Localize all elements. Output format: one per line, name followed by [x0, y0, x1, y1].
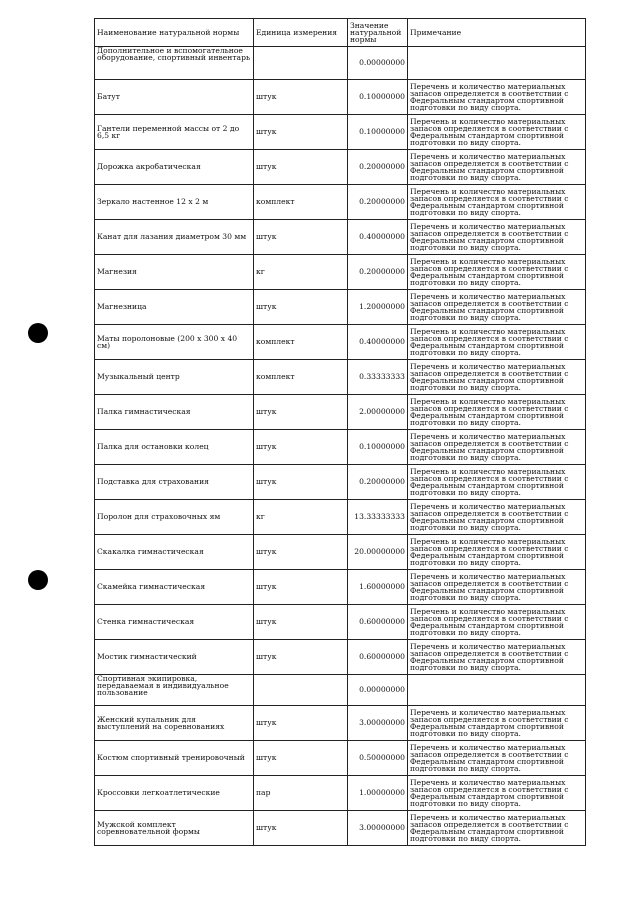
table-row	[95, 500, 586, 535]
table-row	[95, 185, 586, 220]
table-row	[95, 570, 586, 605]
document-page	[94, 18, 585, 846]
table-row	[95, 360, 586, 395]
cell-name: Канат для лазания диаметром 30 мм	[95, 220, 254, 255]
cell-value: 3.00000000	[348, 706, 408, 741]
cell-unit: штук	[254, 395, 348, 430]
table-row	[95, 640, 586, 675]
cell-name: Стенка гимнастическая	[95, 605, 254, 640]
cell-unit: штук	[254, 535, 348, 570]
cell-unit: штук	[254, 706, 348, 741]
cell-unit: пар	[254, 776, 348, 811]
cell-unit: штук	[254, 465, 348, 500]
cell-value: 0.20000000	[348, 150, 408, 185]
cell-note: Перечень и количество материальных запасов определяется в соответствии с Федеральным стандартом спортивной подготовки по виду спорта.	[408, 640, 586, 675]
cell-note: Перечень и количество материальных запасов определяется в соответствии с Федеральным стандартом спортивной подготовки по виду спорта.	[408, 741, 586, 776]
cell-note: Перечень и количество материальных запасов определяется в соответствии с Федеральным стандартом спортивной подготовки по виду спорта.	[408, 325, 586, 360]
cell-value: 0.10000000	[348, 430, 408, 465]
cell-note: Перечень и количество материальных запасов определяется в соответствии с Федеральным стандартом спортивной подготовки по виду спорта.	[408, 465, 586, 500]
cell-name: Палка гимнастическая	[95, 395, 254, 430]
cell-name: Батут	[95, 80, 254, 115]
cell-value: 0.40000000	[348, 220, 408, 255]
cell-name: Гантели переменной массы от 2 до 6,5 кг	[95, 115, 254, 150]
cell-value: 0.40000000	[348, 325, 408, 360]
cell-value: 1.60000000	[348, 570, 408, 605]
cell-value: 0.20000000	[348, 185, 408, 220]
table-header-row	[95, 19, 586, 47]
cell-note: Перечень и количество материальных запасов определяется в соответствии с Федеральным стандартом спортивной подготовки по виду спорта.	[408, 605, 586, 640]
table-row	[95, 115, 586, 150]
cell-unit: штук	[254, 290, 348, 325]
cell-unit: штук	[254, 640, 348, 675]
cell-unit: комплект	[254, 325, 348, 360]
cell-value: 0.10000000	[348, 115, 408, 150]
table-body	[95, 47, 586, 846]
cell-name: Женский купальник для выступлений на соревнованиях	[95, 706, 254, 741]
cell-unit: штук	[254, 80, 348, 115]
punch-hole-bottom	[28, 570, 48, 590]
cell-note: Перечень и количество материальных запасов определяется в соответствии с Федеральным стандартом спортивной подготовки по виду спорта.	[408, 811, 586, 846]
cell-name: Зеркало настенное 12 x 2 м	[95, 185, 254, 220]
cell-value: 1.00000000	[348, 776, 408, 811]
cell-unit: кг	[254, 500, 348, 535]
cell-unit: штук	[254, 811, 348, 846]
cell-note: Перечень и количество материальных запасов определяется в соответствии с Федеральным стандартом спортивной подготовки по виду спорта.	[408, 185, 586, 220]
cell-note: Перечень и количество материальных запасов определяется в соответствии с Федеральным стандартом спортивной подготовки по виду спорта.	[408, 150, 586, 185]
cell-value: 13.33333333	[348, 500, 408, 535]
table-row	[95, 776, 586, 811]
table-row	[95, 811, 586, 846]
cell-note: Перечень и количество материальных запасов определяется в соответствии с Федеральным стандартом спортивной подготовки по виду спорта.	[408, 395, 586, 430]
table-group-row	[95, 675, 586, 706]
cell-name: Поролон для страховочных ям	[95, 500, 254, 535]
table-row	[95, 605, 586, 640]
cell-note: Перечень и количество материальных запасов определяется в соответствии с Федеральным стандартом спортивной подготовки по виду спорта.	[408, 776, 586, 811]
cell-value: 0.00000000	[348, 47, 408, 80]
table-row	[95, 430, 586, 465]
cell-value: 3.00000000	[348, 811, 408, 846]
cell-value: 20.00000000	[348, 535, 408, 570]
cell-name: Мужской комплект соревновательной формы	[95, 811, 254, 846]
cell-value: 0.20000000	[348, 465, 408, 500]
cell-unit	[254, 47, 348, 80]
table-row	[95, 535, 586, 570]
cell-note: Перечень и количество материальных запасов определяется в соответствии с Федеральным стандартом спортивной подготовки по виду спорта.	[408, 115, 586, 150]
cell-unit: кг	[254, 255, 348, 290]
cell-note: Перечень и количество материальных запасов определяется в соответствии с Федеральным стандартом спортивной подготовки по виду спорта.	[408, 360, 586, 395]
cell-name: Костюм спортивный тренировочный	[95, 741, 254, 776]
table-row	[95, 741, 586, 776]
cell-name: Маты поролоновые (200 x 300 x 40 см)	[95, 325, 254, 360]
cell-name: Мостик гимнастический	[95, 640, 254, 675]
cell-value: 0.10000000	[348, 80, 408, 115]
cell-unit: штук	[254, 430, 348, 465]
table-row	[95, 255, 586, 290]
cell-unit: штук	[254, 605, 348, 640]
cell-unit: комплект	[254, 185, 348, 220]
cell-note: Перечень и количество материальных запасов определяется в соответствии с Федеральным стандартом спортивной подготовки по виду спорта.	[408, 535, 586, 570]
header-unit: Единица измерения	[254, 19, 348, 47]
cell-value: 2.00000000	[348, 395, 408, 430]
cell-name: Подставка для страхования	[95, 465, 254, 500]
header-name: Наименование натуральной нормы	[95, 19, 254, 47]
cell-value: 0.50000000	[348, 741, 408, 776]
cell-name: Скакалка гимнастическая	[95, 535, 254, 570]
cell-note: Перечень и количество материальных запасов определяется в соответствии с Федеральным стандартом спортивной подготовки по виду спорта.	[408, 290, 586, 325]
cell-note	[408, 47, 586, 80]
cell-note: Перечень и количество материальных запасов определяется в соответствии с Федеральным стандартом спортивной подготовки по виду спорта.	[408, 255, 586, 290]
table-row	[95, 395, 586, 430]
cell-unit: штук	[254, 150, 348, 185]
cell-note: Перечень и количество материальных запасов определяется в соответствии с Федеральным стандартом спортивной подготовки по виду спорта.	[408, 220, 586, 255]
header-value: Значение натуральной нормы	[348, 19, 408, 47]
cell-name: Музыкальный центр	[95, 360, 254, 395]
table-row	[95, 290, 586, 325]
punch-hole-top	[28, 323, 48, 343]
table-row	[95, 706, 586, 741]
cell-unit: штук	[254, 570, 348, 605]
cell-name: Магнезия	[95, 255, 254, 290]
table-row	[95, 465, 586, 500]
cell-note: Перечень и количество материальных запасов определяется в соответствии с Федеральным стандартом спортивной подготовки по виду спорта.	[408, 430, 586, 465]
cell-value: 0.60000000	[348, 640, 408, 675]
cell-name: Кроссовки легкоатлетические	[95, 776, 254, 811]
cell-note: Перечень и количество материальных запасов определяется в соответствии с Федеральным стандартом спортивной подготовки по виду спорта.	[408, 500, 586, 535]
cell-value: 0.00000000	[348, 675, 408, 706]
table-row	[95, 80, 586, 115]
cell-name: Палка для остановки колец	[95, 430, 254, 465]
cell-name: Скамейка гимнастическая	[95, 570, 254, 605]
cell-note: Перечень и количество материальных запасов определяется в соответствии с Федеральным стандартом спортивной подготовки по виду спорта.	[408, 706, 586, 741]
table-row	[95, 150, 586, 185]
cell-note: Перечень и количество материальных запасов определяется в соответствии с Федеральным стандартом спортивной подготовки по виду спорта.	[408, 570, 586, 605]
cell-unit: комплект	[254, 360, 348, 395]
cell-value: 0.33333333	[348, 360, 408, 395]
cell-name: Спортивная экипировка, передаваемая в индивидуальное пользование	[95, 675, 254, 706]
cell-unit: штук	[254, 220, 348, 255]
norms-table	[94, 18, 586, 846]
cell-value: 0.20000000	[348, 255, 408, 290]
table-row	[95, 220, 586, 255]
cell-unit	[254, 675, 348, 706]
table-group-row	[95, 47, 586, 80]
table-row	[95, 325, 586, 360]
cell-name: Дорожка акробатическая	[95, 150, 254, 185]
cell-name: Магнезница	[95, 290, 254, 325]
cell-name: Дополнительное и вспомогательное оборудование, спортивный инвентарь	[95, 47, 254, 80]
header-note: Примечание	[408, 19, 586, 47]
cell-note	[408, 675, 586, 706]
cell-value: 0.60000000	[348, 605, 408, 640]
cell-unit: штук	[254, 741, 348, 776]
cell-note: Перечень и количество материальных запасов определяется в соответствии с Федеральным стандартом спортивной подготовки по виду спорта.	[408, 80, 586, 115]
cell-value: 1.20000000	[348, 290, 408, 325]
cell-unit: штук	[254, 115, 348, 150]
